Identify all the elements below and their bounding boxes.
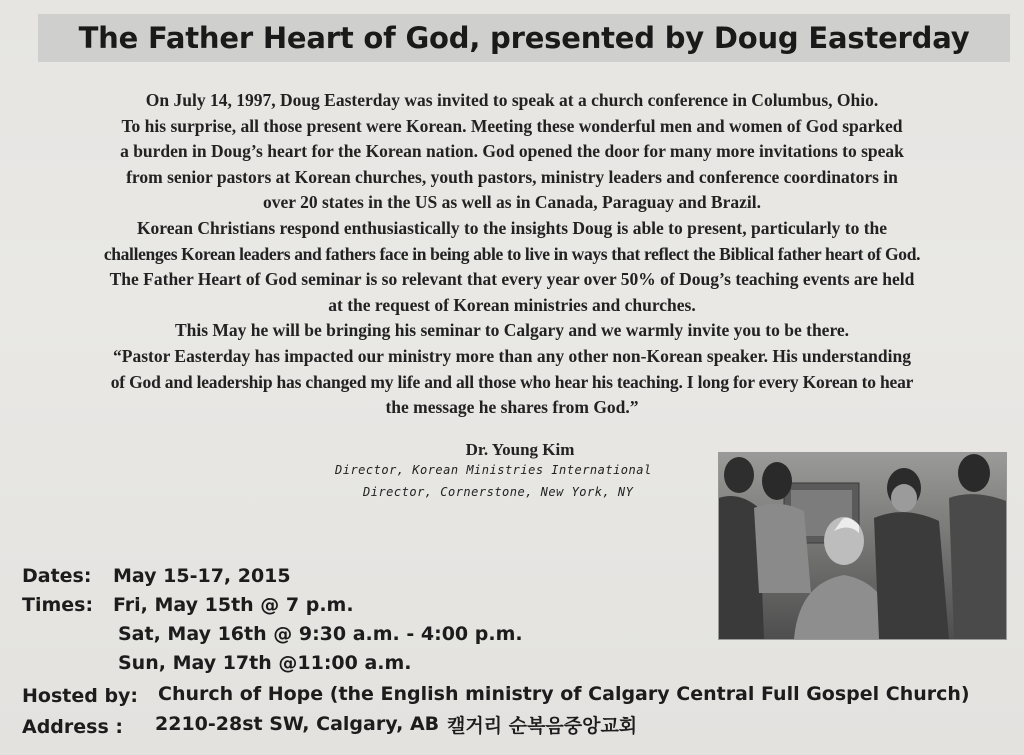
body-line: challenges Korean leaders and fathers face in being able to live in ways that reflect the Biblical father heart of God. [103, 243, 921, 264]
prayer-photo-illustration [719, 453, 1006, 639]
body-paragraphs [0, 88, 1024, 421]
body-line: This May he will be bringing his seminar to Calgary and we warmly invite you to be there. [174, 320, 850, 341]
korean-church-name: 캘거리 순복음중앙교회 [447, 715, 638, 737]
hosted-label: Hosted by: [22, 685, 139, 707]
signature-title-1: Director, Korean Ministries International [335, 463, 652, 477]
address-label: Address : [22, 716, 123, 738]
body-line: a burden in Doug’s heart for the Korean nation. God opened the door for many more invitations to speak [120, 141, 904, 162]
address-value: 2210-28st SW, Calgary, AB [155, 713, 440, 735]
signature-title-2: Director, Cornerstone, New York, NY [363, 485, 634, 499]
body-line: The Father Heart of God seminar is so relevant that every year over 50% of Doug’s teaching events are held [109, 269, 915, 290]
flyer-title: The Father Heart of God, presented by Doug Easterday [78, 21, 970, 55]
body-line: over 20 states in the US as well as in Canada, Paraguay and Brazil. [263, 192, 761, 213]
prayer-photo [718, 452, 1007, 640]
body-line: On July 14, 1997, Doug Easterday was invited to speak at a church conference in Columbus, Ohio. [145, 90, 879, 110]
body-line: “Pastor Easterday has impacted our ministry more than any other non-Korean speaker. His understanding [113, 345, 911, 366]
signature-name: Dr. Young Kim [465, 440, 575, 459]
time-friday: Fri, May 15th @ 7 p.m. [113, 594, 354, 616]
body-line: at the request of Korean ministries and churches. [328, 294, 696, 315]
body-line: Korean Christians respond enthusiastically to the insights Doug is able to present, particularly to the [136, 217, 888, 238]
times-label: Times: [22, 594, 94, 616]
dates-value: May 15-17, 2015 [113, 565, 291, 587]
body-line: of God and leadership has changed my life and all those who hear his teaching. I long for every Korean to hear [110, 371, 914, 392]
body-line: To his surprise, all those present were Korean. Meeting these wonderful men and women of God sparked [121, 115, 903, 136]
dates-label: Dates: [22, 565, 92, 587]
body-line: from senior pastors at Korean churches, youth pastors, ministry leaders and conference coordinators in [126, 166, 898, 187]
time-sunday: Sun, May 17th @11:00 a.m. [118, 652, 412, 674]
body-line: the message he shares from God.” [385, 397, 639, 418]
time-saturday: Sat, May 16th @ 9:30 a.m. - 4:00 p.m. [118, 623, 523, 645]
hosted-value: Church of Hope (the English ministry of Calgary Central Full Gospel Church) [158, 683, 970, 705]
